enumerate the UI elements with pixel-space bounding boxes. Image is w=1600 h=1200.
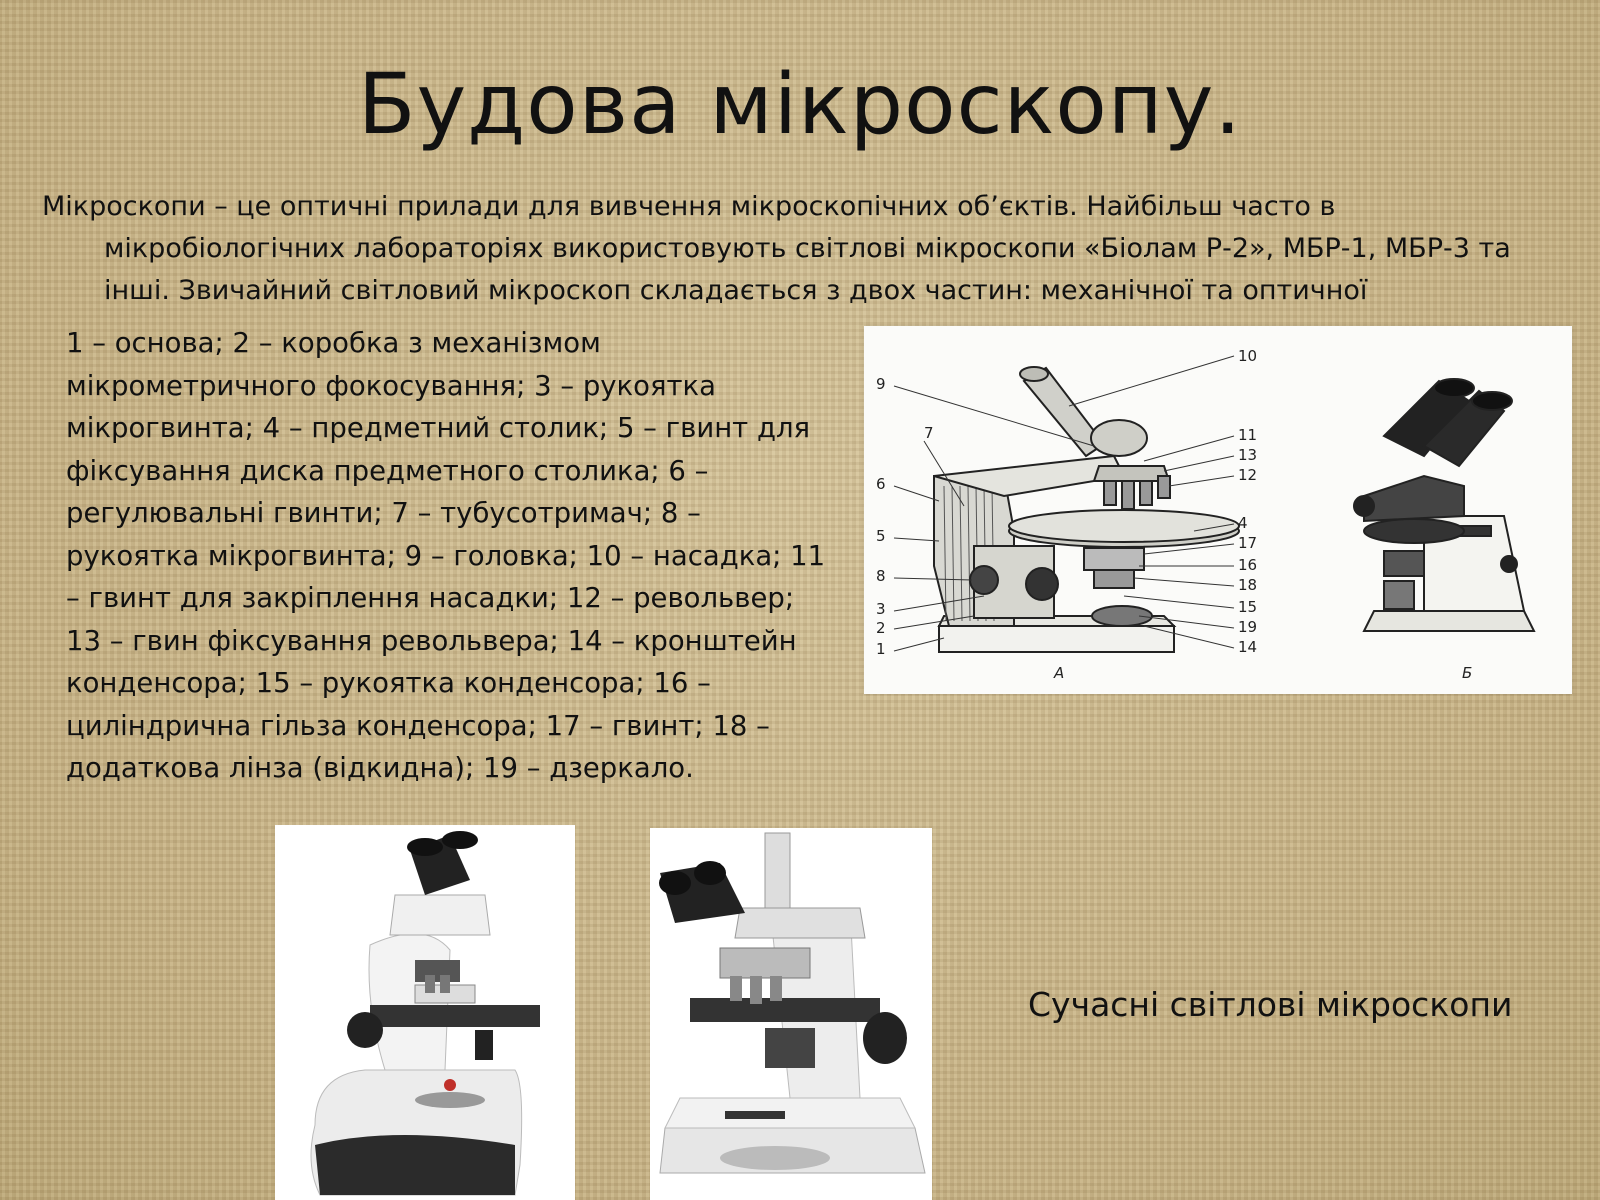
label-12: 12 — [1238, 466, 1258, 484]
slide-title: Будова мікроскопу. — [357, 55, 1243, 153]
label-11: 11 — [1238, 426, 1258, 444]
label-8: 8 — [876, 567, 886, 585]
photos-caption: Сучасні світлові мікроскопи — [1028, 985, 1513, 1024]
label-16: 16 — [1238, 556, 1258, 574]
label-7: 7 — [924, 424, 934, 442]
label-18: 18 — [1238, 576, 1258, 594]
label-3: 3 — [876, 600, 886, 618]
label-2: 2 — [876, 619, 886, 637]
label-19: 19 — [1238, 618, 1258, 636]
label-9: 9 — [876, 375, 886, 393]
label-a: А — [1054, 664, 1065, 682]
label-10: 10 — [1238, 347, 1258, 365]
microscope-b-drawing — [1354, 379, 1534, 631]
microscope-a-drawing — [934, 367, 1239, 652]
label-17: 17 — [1238, 534, 1258, 552]
diagram-drawing — [864, 326, 1572, 694]
modern-microscope-photo-1 — [275, 825, 575, 1200]
diagram-numbers-left — [876, 375, 934, 658]
label-1: 1 — [876, 640, 886, 658]
label-6: 6 — [876, 475, 886, 493]
label-5: 5 — [876, 527, 886, 545]
microscope-diagram — [864, 326, 1572, 694]
label-13: 13 — [1238, 446, 1258, 464]
label-b: Б — [1462, 664, 1473, 682]
parts-legend: 1 – основа; 2 – коробка з механізмом мікрометричного фокосування; 3 – рукоятка мікрогвинта; 4 – предметний столик; 5 – гвинт для фіксування диска предметного столика; 6 – регулювальні гвинти; 7 – тубусотримач; 8 – рукоятка мікрогвинта; 9 – головка; 10 – насадка; 11 – гвинт для закріплення насадки; 12 – револьвер; 13 – гвин фіксування револьвера; 14 – кронштейн конденсора; 15 – рукоятка конденсора; 16 – циліндрична гільза конденсора; 17 – гвинт; 18 – додаткова лінза (відкидна); 19 – дзеркало. — [66, 327, 826, 784]
label-15: 15 — [1238, 598, 1258, 616]
label-14: 14 — [1238, 638, 1258, 656]
intro-paragraph: Мікроскопи – це оптичні прилади для вивчення мікроскопічних об’єктів. Найбільш часто в мікробіологічних лабораторіях використовують світлові мікроскопи «Біолам Р-2», МБР-1, МБР-3 та інші. Звичайний світловий мікроскоп складається з двох частин: механічної та оптичної — [42, 191, 1511, 306]
label-4: 4 — [1238, 514, 1248, 532]
modern-microscope-photo-2 — [650, 828, 932, 1200]
diagram-numbers-right — [1238, 347, 1257, 656]
